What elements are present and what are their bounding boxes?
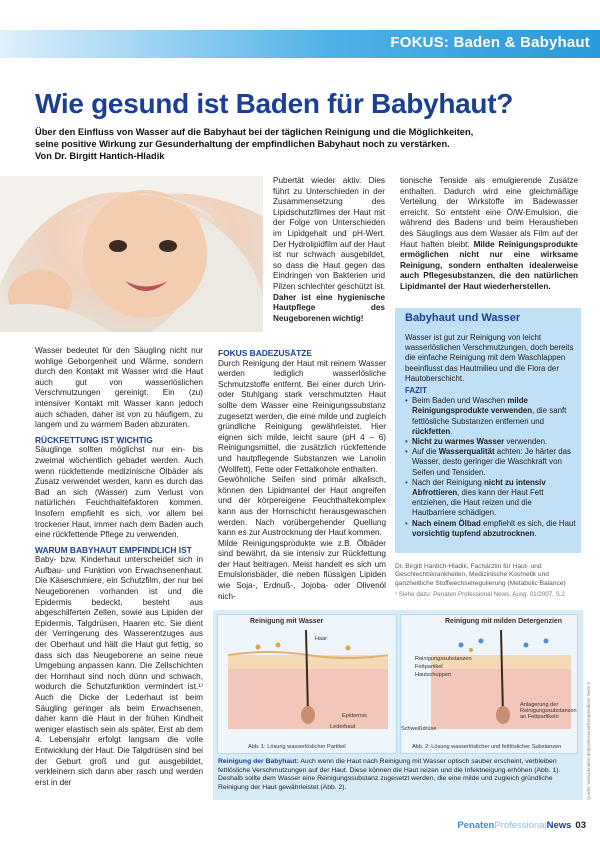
figure-left-title: Reinigung mit Wasser <box>250 618 324 625</box>
info-box-title: Babyhaut und Wasser <box>405 312 521 324</box>
column-3 <box>400 176 578 293</box>
author-note: Dr. Birgitt Hantich-Hladik, Fachärztin für Haut- und Geschlechtskrankheiten, Medizinische Kosmetik und ganzheitliche Stoffwechselregulierung (Metabolic Balance) <box>395 563 566 587</box>
footer-brand <box>457 820 586 831</box>
brand-professional: Professional <box>494 820 547 831</box>
section-label: FOKUS: Baden & Babyhaut <box>390 34 590 51</box>
fazit-item: • Auf die Wasserqualität achten: Je härter das Wasser, desto geringer die Waschkraft von Seifen und Tensiden. <box>405 447 577 478</box>
page-number: 03 <box>575 820 586 831</box>
figure-label: Lederhaut <box>330 724 356 730</box>
paragraph: Milde Reinigungsprodukte wie z.B. Ölbäder sind bewährt, da sie intensiv zur Rückfettung der Haut beitragen. Meist handelt es sich um Emulsionsbäder, die neben flüssigen Lipiden wie Soja-, Erdnuß-, Jojoba- oder Olivenöl nich- <box>218 538 386 601</box>
info-box-text: Wasser ist gut zur Reinigung von leicht wasserlöslichen Verschmutzungen, doch bereits die einfache Reinigung mit dem Waschlappen beeinflusst das Hautmilieu und die Flora der Hautoberschicht. <box>405 333 574 383</box>
intro-author: Von Dr. Birgitt Hantich-Hladik <box>35 151 165 161</box>
article-intro <box>35 126 575 162</box>
info-box-body <box>405 333 577 539</box>
column-2 <box>218 344 386 602</box>
skin-diagram-left <box>218 615 398 755</box>
brand-news: News <box>546 820 572 831</box>
skin-diagram-right <box>401 615 579 755</box>
article-title: Wie gesund ist Baden für Babyhaut? <box>35 88 514 119</box>
paragraph: Säuglinge sollten möglichst nur ein- bis zweimal wöchentlich gebadet werden. Auch wenn rückfettende medizinische Ölbäder als Zusatz verwendet werden, kann es durch das Bad an sich (Wasser) zum Verlust von natürlichen Feuchthaltefaktoren kommen. Insofern empfiehlt es sich, vor allem bei trockener Haut, immer nach dem Baden auch eine rückfettende Pflege zu verwenden. <box>35 445 203 540</box>
figure-label: Haar <box>315 636 328 642</box>
image-credit: Quelle: www.penaten.de/professional/kompendium/ Seite 5 <box>586 682 591 800</box>
paragraph: Gewöhnliche Seifen sind primär alkalisch, können den Lipidmantel der Haut angreifen und der körpereigene Feuchthaltekomplex kann aus der Hornschicht herausgewaschen werden. Nach vorübergehender Quellung kann es zur Austrocknung der Haut kommen. <box>218 475 386 538</box>
fazit-item: • Beim Baden und Waschen milde Reinigungsprodukte verwenden, die sanft fettlösliche Substanzen entfernen und rückfetten. <box>405 396 577 437</box>
baby-illustration <box>0 176 263 332</box>
figure-label: Reinigungssubstanzen <box>415 656 472 662</box>
figure-label: Fettpartikel <box>415 664 443 670</box>
figure-label: Hautschuppen <box>415 672 452 678</box>
figure-label: Schweißdrüse <box>401 726 437 732</box>
section-heading: RÜCKFETTUNG IST WICHTIG <box>35 434 153 445</box>
paragraph: Durch Reinigung der Haut mit reinem Wasser werden lediglich wasserlösliche Schmutzstoffe entfernt. Bei einer durch Urin- oder Stuhlgang stark verschmutzten Haut sollte dem Wasser eine Reinigungssubstanz zugesetzt werden, die eine milde und zugleich gründliche Reinigung gewährleistet. Hier eignen sich milde, leicht saure (pH 4 – 6) Reinigungsmittel, die zusätzlich rückfettende und hautpflegende Substanzen wie Lanolin (Wollfett), Fette oder Fettalkohole enthalten. <box>218 358 386 474</box>
fazit-item: • Nach der Reinigung nicht zu intensiv Abfrottieren, dies kann der Haut Fett entziehen, die Haut reizen und die Hautbarriere schädigen. <box>405 478 577 519</box>
figure-label: Epidermis <box>342 713 367 719</box>
caption-heading: Reinigung der Babyhaut: <box>218 758 299 765</box>
baby-photo <box>0 176 263 332</box>
paragraph-text: Pubertät wieder aktiv. Dies führt zu Unterschieden in der Zusammensetzung des Lipidschutzfilmes der Haut mit der Folge von Unterschieden im Lipidgehalt und pH-Wert. Der Hydrolipidfilm auf der Haut ist nur schwach ausgebildet, so dass die Haut gegen das Eindringen von Bakterien und Pilzen schlechter geschützt ist. <box>273 176 385 291</box>
fazit-heading: FAZIT <box>405 386 427 396</box>
paragraph <box>273 176 385 324</box>
column-1 <box>35 346 203 788</box>
section-heading: FOKUS BADEZUSÄTZE <box>218 348 312 358</box>
figure-caption-left: Abb. 1: Lösung wasserlöslicher Partikel <box>248 744 346 750</box>
section-heading: WARUM BABYHAUT EMPFINDLICH IST <box>35 544 192 555</box>
figure-label: Anlagerung der Reinigungssubstanzen an Fettpartikeln <box>520 702 577 720</box>
intro-line: seine positive Wirkung zur Gesunderhaltung der empfindlichen Babyhaut noch zu verstärken. <box>35 139 450 149</box>
fazit-item: • Nach einem Ölbad empfiehlt es sich, die Haut vorsichtig tupfend abzutrocknen. <box>405 519 577 539</box>
emphasis-text: Milde Reinigungsprodukte ermöglichen nicht nur eine wirksame Reinigung, sondern enthalten idealerweise auch Pflegesubstanzen, die den natürlichen Lipidmantel der Haut wiederherstellen. <box>400 239 578 291</box>
figure-panel-right <box>400 614 578 754</box>
paragraph: Baby- bzw. Kinderhaut unterscheidet sich in Aufbau- und Funktion von Erwachsenenhaut. Die Käseschmiere, ein Schutzfilm, der nur bei Neugeborenen vorhanden ist und die Epidermis bedeckt, besteht aus abgeschilferten Zellen, sowie aus Lipiden der Epidermis, Talgdrüsen, Haaren etc. Sie dient der Verringerung des Wasserentzuges aus der Oberhaut und hält die Haut gut fettig, so dass sich das Neugeborene an seine neue Umgebung anpassen kann. Die Zellschichten der Hornhaut sind noch dünn und schwach, wodurch die Schutzfunktion vermindert ist.¹⁾ Auch die Dicke der Lederhaut ist beim Säugling geringer als beim Erwachsenen, daher kann die Haut in der frühen Kindheit weniger elastisch sein als später. Erst ab dem 4. Lebensjahr erfolgt langsam die volle Entwicklung der Haut. Die Talgdrüsen sind bei der Geburt groß und gut ausgebildet, verkleinern sich dann aber rasch und werden erst in der <box>35 555 203 787</box>
column-2-top <box>273 176 385 324</box>
brand-penaten: Penaten <box>457 820 495 831</box>
paragraph-text: tionische Tenside als emulgierende Zusätze enthalten. Dadurch wird eine gleichmäßige Verteilung der Wirkstoffe im Badewasser erreicht. So entsteht eine Ö/W-Emulsion, die während des Badens und beim Herausheben des Säuglings aus dem Wasser als Film auf der Haut haften bleibt. <box>400 176 578 249</box>
paragraph <box>400 176 578 293</box>
emphasis-text: Daher ist eine hygienische Hautpflege des Neugeborenen wichtig! <box>273 292 385 323</box>
figure-caption-right: Abb. 2: Lösung wasserlöslicher und fettlöslicher Substanzen <box>412 744 562 750</box>
caption-text: Auch wenn die Haut nach Reinigung mit Wasser optisch sauber erscheint, verbleiben fettlösliche Verschmutzungen auf der Haut. Diese können die Haut reizen und die Infektneigung erhöhen (Abb. 1). Deshalb sollte dem Wasser eine Reinigungssubstanz zugesetzt werden, die eine milde und zugleich gründliche Reinigung der Haut gewährleistet (Abb. 2). <box>218 758 561 791</box>
figure-right-title: Reinigung mit milden Detergenzien <box>445 618 563 625</box>
paragraph: Wasser bedeutet für den Säugling nicht nur wohlige Geborgenheit und Wärme, sondern durch den Kontakt mit Wasser wird die Haut auch gut von wasserlöslichen Verschmutzungen gereinigt. Ein (zu) intensiver Kontakt mit Wasser kann jedoch auch schaden, daher ist von zu häufigem, zu langem und zu warmem Baden abzuraten. <box>35 346 203 430</box>
figure-caption <box>218 758 580 792</box>
footnote: ¹ Siehe dazu: Penaten Professional News, Ausg. 01/2007, S.2 <box>395 591 565 598</box>
figure-panel-left <box>217 614 397 754</box>
intro-line: Über den Einfluss von Wasser auf die Babyhaut bei der täglichen Reinigung und die Möglichkeiten, <box>35 127 474 137</box>
fazit-list <box>405 396 577 539</box>
fazit-item: • Nicht zu warmes Wasser verwenden. <box>405 437 577 447</box>
